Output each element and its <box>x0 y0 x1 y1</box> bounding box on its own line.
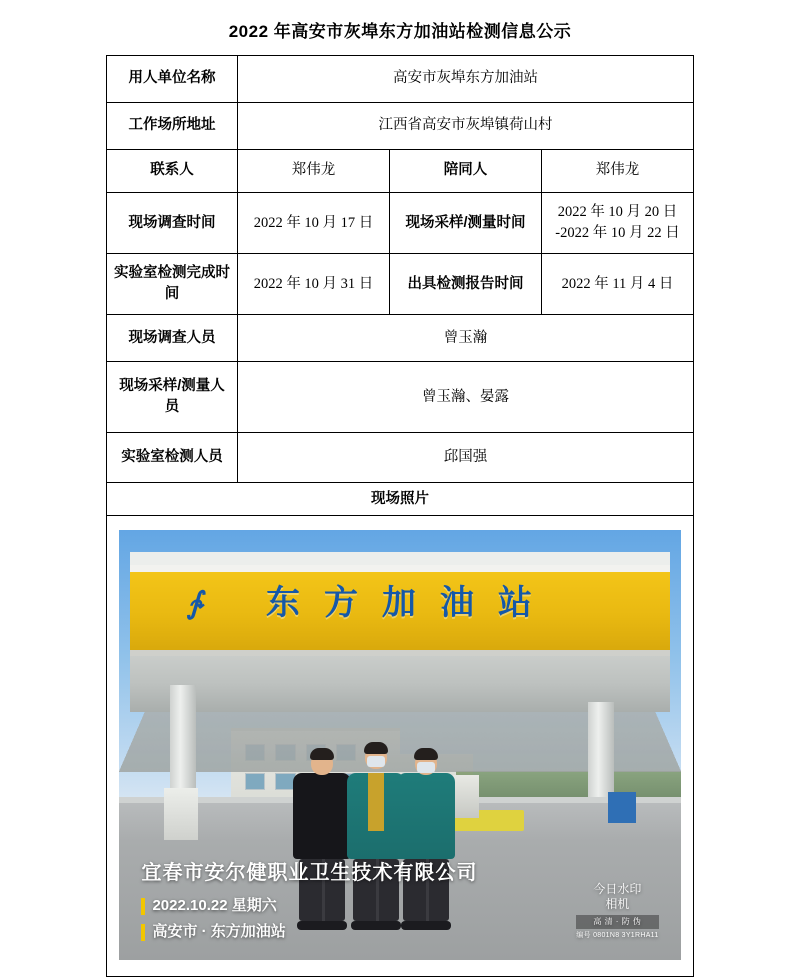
fuel-dispenser-secondary <box>164 788 198 840</box>
sign-char-4: 油 <box>440 583 476 622</box>
value-workplace-address: 江西省高安市灰埠镇荷山村 <box>238 103 694 150</box>
value-survey-staff: 曾玉瀚 <box>238 315 694 362</box>
value-accompany-person: 郑伟龙 <box>542 150 694 193</box>
stamp-line-3: 高 清 · 防 伪 <box>576 915 658 929</box>
info-table-wrapper <box>106 55 694 977</box>
table-row-survey-time <box>107 193 694 254</box>
sign-char-1: 东 <box>266 583 302 622</box>
value-lab-complete-time: 2022 年 10 月 31 日 <box>238 254 390 315</box>
value-sampling-time: 2022 年 10 月 20 日 -2022 年 10 月 22 日 <box>542 193 694 254</box>
label-report-issue-time: 出具检测报告时间 <box>390 254 542 315</box>
watermark-company: 宜春市安尔健职业卫生技术有限公司 <box>141 862 478 885</box>
sign-char-5: 站 <box>498 583 534 622</box>
table-row-photo <box>107 516 694 977</box>
blue-container <box>608 792 636 822</box>
label-sampling-staff: 现场采样/测量人员 <box>107 362 238 433</box>
value-sampling-staff: 曾玉瀚、晏露 <box>238 362 694 433</box>
table-row-sampling-staff <box>107 362 694 433</box>
site-photo <box>119 530 681 960</box>
watermark-bar-icon <box>141 898 145 915</box>
value-lab-staff: 邱国强 <box>238 433 694 483</box>
label-survey-time: 现场调查时间 <box>107 193 238 254</box>
sign-char-3: 加 <box>382 583 418 622</box>
label-lab-complete-time: 实验室检测完成时间 <box>107 254 238 315</box>
watermark-bar-icon-2 <box>141 924 145 941</box>
label-survey-staff: 现场调查人员 <box>107 315 238 362</box>
info-table <box>106 55 694 977</box>
watermark-place: 高安市 · 东方加油站 <box>152 923 286 941</box>
label-company-name: 用人单位名称 <box>107 56 238 103</box>
stamp-line-4: 编号 0801N8 3Y1RHA11 <box>576 931 659 939</box>
value-report-issue-time: 2022 年 11 月 4 日 <box>542 254 694 315</box>
label-contact-person: 联系人 <box>107 150 238 193</box>
watermark-date: 2022.10.22 星期六 <box>152 897 277 915</box>
table-row-lab-staff <box>107 433 694 483</box>
label-photo-header: 现场照片 <box>107 483 694 516</box>
value-contact-person: 郑伟龙 <box>238 150 390 193</box>
table-row-contact <box>107 150 694 193</box>
station-logo-icon: ∱ <box>186 586 203 620</box>
stamp-line-1: 今日水印 <box>593 882 642 897</box>
watermark-stamp <box>576 882 658 941</box>
value-survey-time: 2022 年 10 月 17 日 <box>238 193 390 254</box>
table-row-survey-staff <box>107 315 694 362</box>
label-accompany-person: 陪同人 <box>390 150 542 193</box>
label-workplace-address: 工作场所地址 <box>107 103 238 150</box>
table-row-address <box>107 103 694 150</box>
label-sampling-time: 现场采样/测量时间 <box>390 193 542 254</box>
table-row-company <box>107 56 694 103</box>
photo-watermark <box>141 859 477 943</box>
value-company-name: 高安市灰埠东方加油站 <box>238 56 694 103</box>
page-title: 2022 年高安市灰埠东方加油站检测信息公示 <box>228 22 572 41</box>
table-row-photo-header <box>107 483 694 516</box>
stamp-line-2: 相机 <box>605 897 630 912</box>
station-sign-text <box>119 565 681 643</box>
table-row-lab-time <box>107 254 694 315</box>
label-lab-staff: 实验室检测人员 <box>107 433 238 483</box>
photo-cell <box>107 516 694 977</box>
sign-char-2: 方 <box>324 583 360 622</box>
